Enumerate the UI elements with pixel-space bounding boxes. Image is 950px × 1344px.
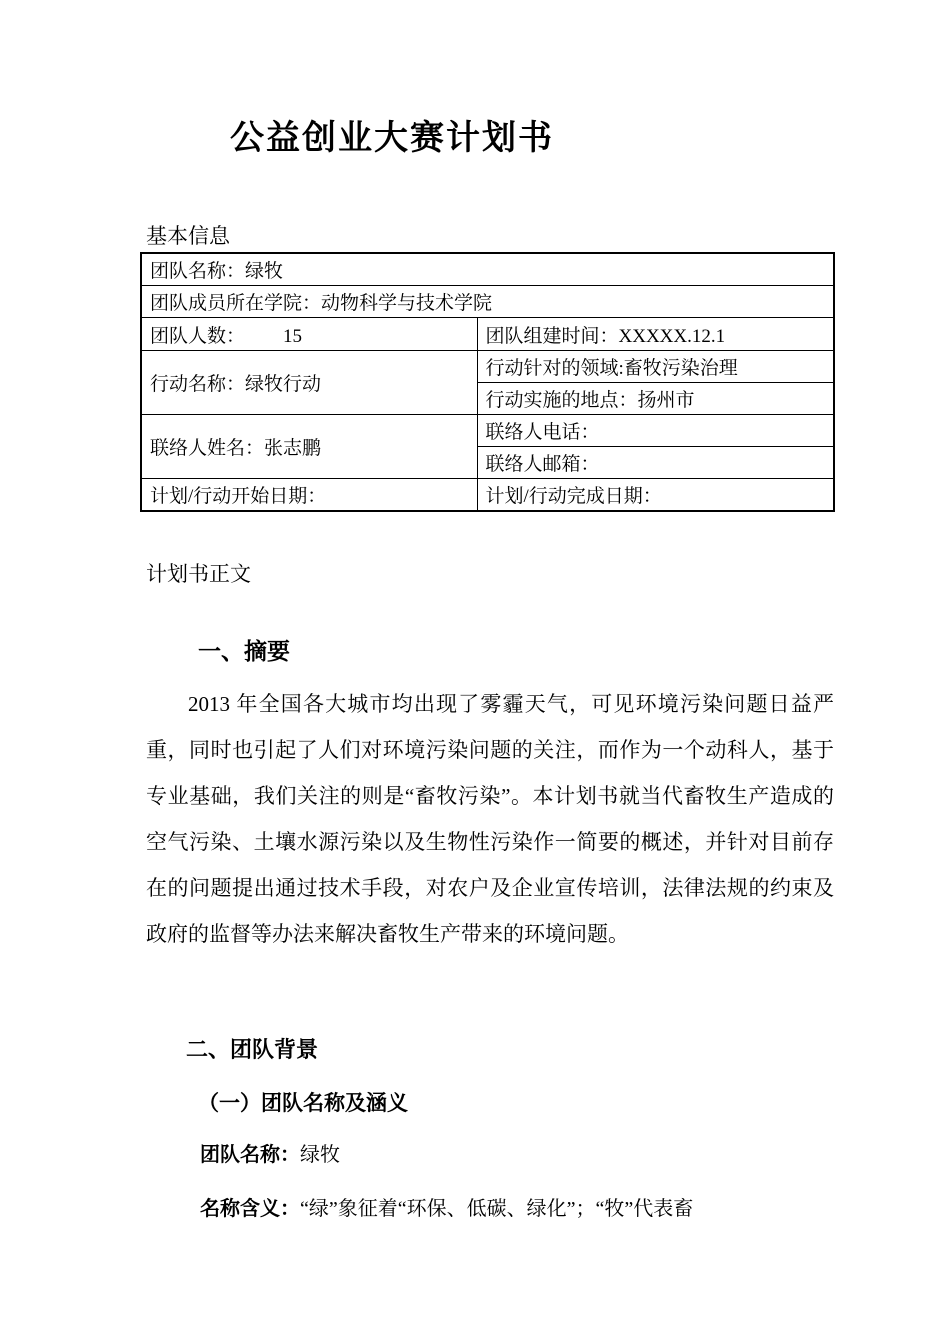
- table-cell-team-name: 团队名称：绿牧: [141, 253, 834, 286]
- section-label-plan-body: 计划书正文: [146, 562, 251, 586]
- table-cell-end-date: 计划/行动完成日期：: [477, 479, 834, 512]
- table-cell-formation-time: 团队组建时间：XXXXX.12.1: [477, 318, 834, 351]
- heading-summary: 一、摘要: [198, 638, 290, 664]
- table-cell-action-name: 行动名称：绿牧行动: [141, 351, 477, 415]
- table-cell-action-field: 行动针对的领域:畜牧污染治理: [477, 351, 834, 383]
- team-name-label: 团队名称：: [200, 1144, 300, 1166]
- table-cell-start-date: 计划/行动开始日期：: [141, 479, 477, 512]
- summary-paragraph: 2013 年全国各大城市均出现了雾霾天气，可见环境污染问题日益严重，同时也引起了人们对环境污染问题的关注，而作为一个动科人，基于专业基础，我们关注的则是“畜牧污染”。本计划书就当代畜牧生产造成的空气污染、土壤水源污染以及生物性污染作一简要的概述，并针对目前存在的问题提出通过技术手段，对农户及企业宣传培训，法律法规的约束及政府的监督等办法来解决畜牧生产带来的环境问题。: [146, 692, 834, 946]
- table-cell-contact-name: 联络人姓名：张志鹏: [141, 415, 477, 479]
- name-meaning-line: [200, 1192, 840, 1221]
- subheading-team-name-meaning: （一）团队名称及涵义: [198, 1091, 408, 1115]
- basic-info-table: [140, 252, 835, 512]
- table-cell-contact-email: 联络人邮箱：: [477, 447, 834, 479]
- team-name-line: [200, 1138, 340, 1167]
- name-meaning-value: “绿”象征着“环保、低碳、绿化”；“牧”代表畜: [300, 1198, 694, 1220]
- table-cell-team-size: 团队人数： 15: [141, 318, 477, 351]
- table-cell-college: 团队成员所在学院：动物科学与技术学院: [141, 286, 834, 318]
- page-title: 公益创业大赛计划书: [230, 120, 554, 157]
- table-cell-action-location: 行动实施的地点：扬州市: [477, 383, 834, 415]
- team-name-value: 绿牧: [300, 1144, 340, 1166]
- name-meaning-label: 名称含义：: [200, 1198, 300, 1220]
- heading-team-background: 二、团队背景: [186, 1037, 319, 1062]
- table-cell-contact-phone: 联络人电话：: [477, 415, 834, 447]
- section-label-basic-info: 基本信息: [146, 224, 230, 248]
